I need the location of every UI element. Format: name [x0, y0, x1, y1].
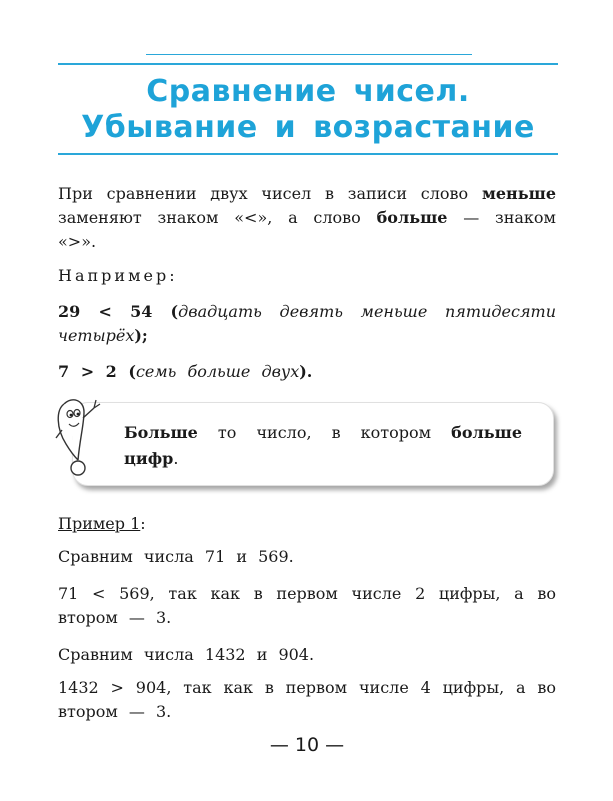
rule-bold-1: Больше [124, 423, 198, 442]
page-number: — 10 — [269, 734, 345, 756]
word-less: меньше [481, 184, 556, 203]
example-2-open: ( [116, 362, 136, 381]
top-rule [58, 63, 558, 65]
intro-text-1: При сравнении двух чисел в записи слово [58, 184, 482, 203]
example-1-open: ( [152, 302, 179, 321]
example-1 [58, 300, 556, 348]
example-2-words: семь больше двух [135, 362, 300, 381]
example-2-close: ). [299, 362, 313, 381]
example-line-2: 71 < 569, так как в первом числе 2 цифры, а во втором — 3. [58, 584, 556, 627]
rule-bold-2: больше цифр [124, 423, 522, 468]
word-more: больше [376, 208, 448, 227]
rule-text [124, 420, 522, 472]
example-1-close: ); [134, 326, 148, 345]
rule-text-middle: то число, в котором [197, 423, 452, 442]
intro-text-3: — знаком «>». [58, 208, 556, 251]
example-1-label [58, 512, 556, 536]
example-line-1: Сравним числа 71 и 569. [58, 547, 294, 566]
example-1-words: двадцать девять меньше пятидесяти четырёх [58, 302, 557, 345]
example-heading: Например: [58, 266, 178, 285]
top-thin-rule [146, 54, 472, 55]
bottom-rule [58, 153, 558, 155]
rule-text-end: . [173, 449, 179, 468]
title-line-2: Убывание и возрастание [81, 110, 535, 145]
intro-text-2: заменяют знаком «<», а слово [58, 208, 377, 227]
example-label-colon: : [140, 514, 146, 533]
example-label-text: Пример 1 [58, 514, 141, 533]
example-line-4: 1432 > 904, так как в первом числе 4 цифры, а во втором — 3. [58, 678, 556, 721]
example-2-expr: 7 > 2 [58, 362, 117, 381]
mascot-icon [50, 394, 108, 478]
example-1-expr: 29 < 54 [58, 302, 153, 321]
example-line-3: Сравним числа 1432 и 904. [58, 645, 315, 664]
intro-paragraph [58, 182, 556, 254]
title-line-1: Сравнение чисел. [146, 74, 470, 109]
example-2 [58, 360, 556, 384]
